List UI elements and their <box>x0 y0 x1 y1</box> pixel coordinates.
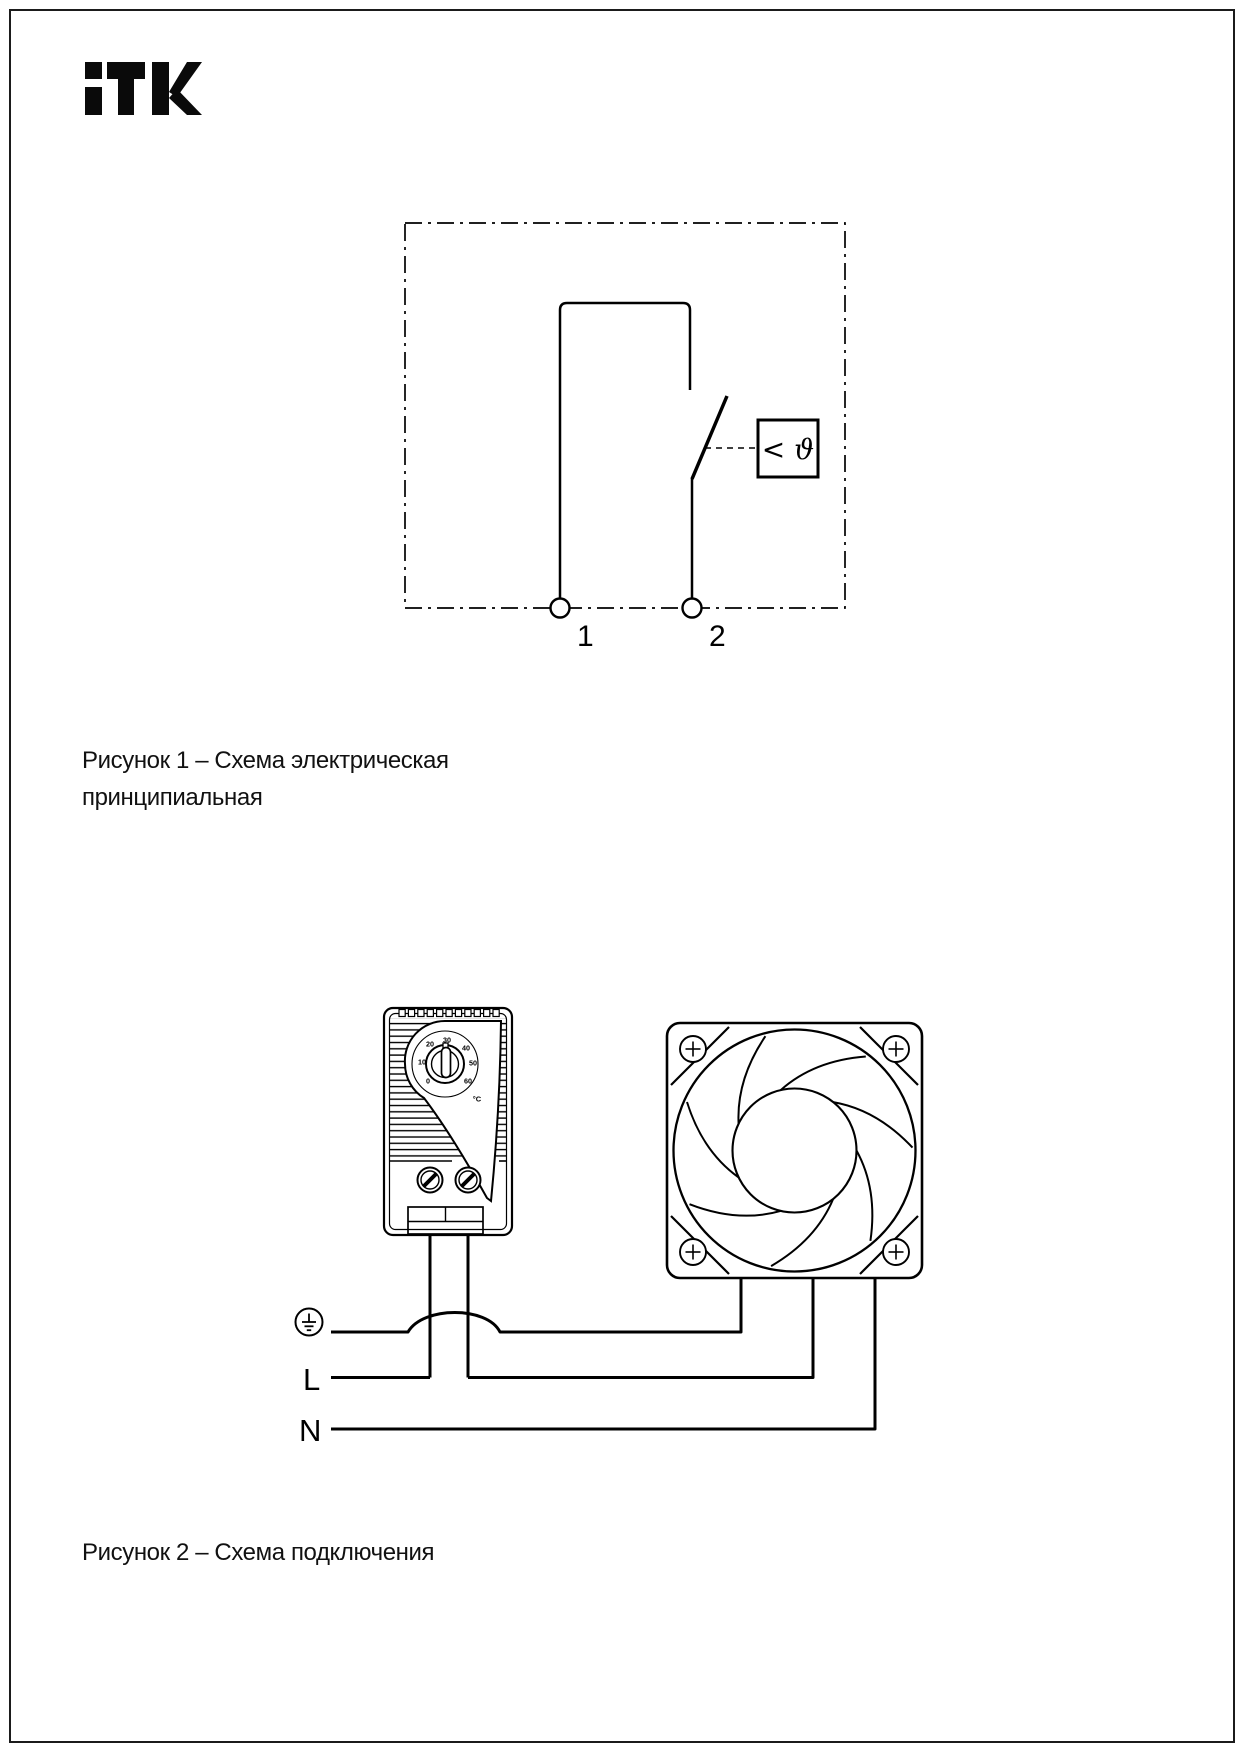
fan-hub <box>733 1089 857 1213</box>
screw-terminal-left-icon <box>418 1168 443 1193</box>
vent-teeth <box>399 1010 499 1017</box>
earth-ground-icon <box>296 1309 323 1336</box>
temperature-sensor-box <box>758 420 818 477</box>
dial-tick-20: 20 <box>426 1039 434 1049</box>
temperature-sensor-label: < ϑ <box>761 433 815 466</box>
phase-label: L <box>303 1362 321 1397</box>
n-wire <box>331 1279 875 1429</box>
dial-tick-10: 10 <box>418 1057 426 1067</box>
figure2-caption-line1: Рисунок 2 – Схема подключения <box>82 1539 435 1566</box>
thermostat-contact-blade <box>692 396 727 479</box>
figure2-caption <box>82 1534 434 1571</box>
terminal-2-label: 2 <box>709 620 726 653</box>
pe-wire <box>331 1279 741 1332</box>
dial-knob-slot <box>442 1048 451 1078</box>
dial-tick-50: 50 <box>469 1058 477 1068</box>
dial-tick-30: 30 <box>443 1035 451 1045</box>
enclosure-boundary <box>405 223 845 608</box>
dial-tick-60: 60 <box>464 1076 472 1086</box>
dial-tick-40: 40 <box>462 1043 470 1053</box>
figure1-caption-line1: Рисунок 1 – Схема электрическая <box>82 747 449 774</box>
figure2-connection-diagram <box>240 980 950 1460</box>
dial-tick-0: 0 <box>426 1076 430 1086</box>
figure1-caption-line2: принципиальная <box>82 784 263 811</box>
screw-terminal-right-icon <box>456 1168 481 1193</box>
thermostat-device <box>384 1008 512 1235</box>
neutral-label: N <box>299 1413 322 1448</box>
circuit-wire <box>560 303 690 598</box>
terminal-1-circle <box>551 599 570 618</box>
figure1-schematic <box>350 190 910 680</box>
itk-logo-icon <box>75 50 215 130</box>
figure1-caption <box>82 742 449 816</box>
terminal-2-circle <box>683 599 702 618</box>
fan-device <box>667 1023 922 1278</box>
terminal-1-label: 1 <box>577 620 594 653</box>
dial-unit-label: °C <box>472 1094 482 1104</box>
